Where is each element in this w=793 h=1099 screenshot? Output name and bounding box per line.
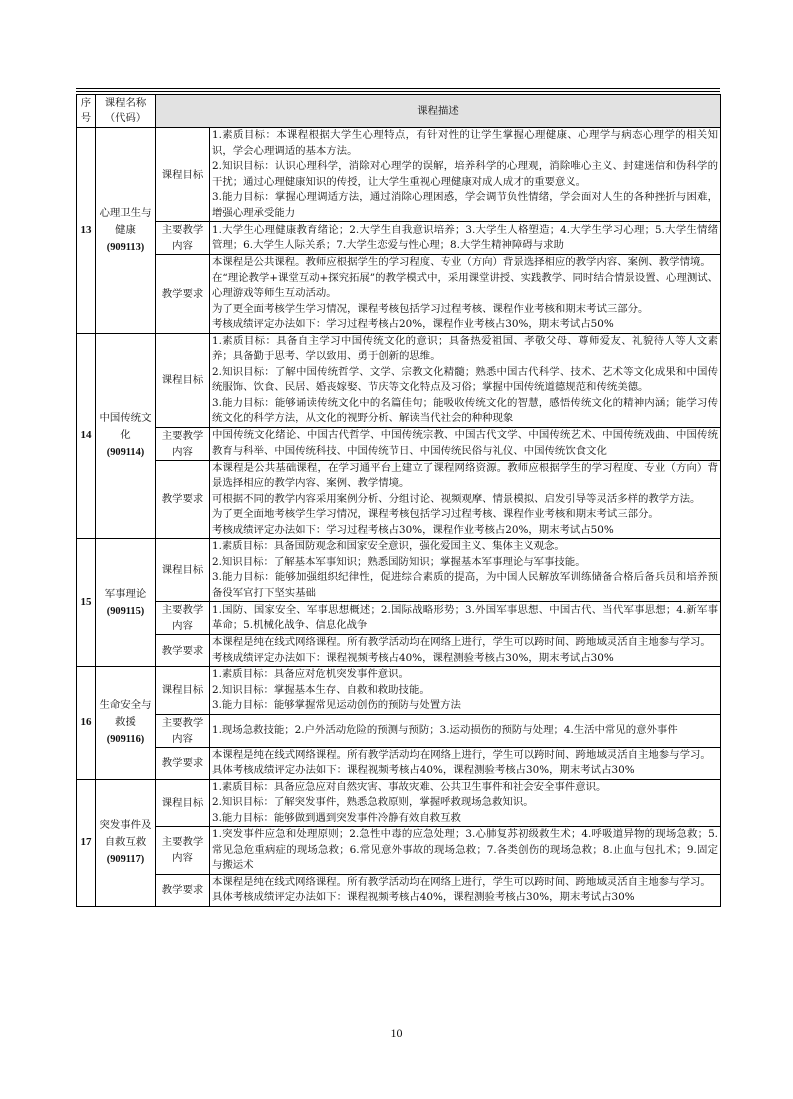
section-label-goals: 课程目标 bbox=[156, 333, 210, 427]
course-code: (909116) bbox=[106, 734, 145, 746]
course-code: (909113) bbox=[106, 241, 145, 253]
description-line: 可根据不同的教学内容采用案例分析、分组讨论、视频观摩、情景模拟、启发引导等灵活多样的教学方法。 bbox=[212, 492, 701, 505]
header-rule-thin bbox=[76, 91, 720, 92]
table-header-row bbox=[77, 95, 721, 128]
table-row bbox=[77, 460, 721, 539]
table-row bbox=[77, 602, 721, 635]
table-row bbox=[77, 427, 721, 460]
table-row bbox=[77, 255, 721, 334]
description-line: 为了更全面考核学生学习情况，课程考核包括学习过程考核、课程作业考核和期末考试三部分。 bbox=[212, 302, 649, 315]
section-text-goals bbox=[210, 128, 721, 222]
section-text-contents bbox=[210, 827, 721, 875]
table-row bbox=[77, 747, 721, 779]
description-line: 具体考核成绩评定办法如下：课程视频考核占40%，课程测验考核占30%，期末考试占30% bbox=[212, 891, 635, 903]
section-label-contents: 主要教学内容 bbox=[156, 602, 210, 635]
table-row bbox=[77, 128, 721, 222]
section-text-requirements bbox=[210, 747, 721, 779]
description-line: 3.能力目标：掌握心理调适方法，通过消除心理困惑，学会调节负性情绪，学会面对人生的各种挫折与困难，增强心理承受能力 bbox=[212, 191, 718, 219]
section-text-requirements bbox=[210, 874, 721, 906]
description-line: 1.现场急救技能；2.户外活动危险的预测与预防；3.运动损伤的预防与处理；4.生活中常见的意外事件 bbox=[212, 723, 678, 736]
header-seq: 序号 bbox=[77, 95, 96, 128]
description-line: 2.知识目标：了解中国传统哲学、文学、宗教文化精髓；熟悉中国古代科学、技术、艺术等文化成果和中国传统服饰、饮食、民居、婚丧嫁娶、节庆等文化特点及习俗；掌握中国传统道德规范和传统美德。 bbox=[212, 365, 718, 393]
course-number: 14 bbox=[77, 333, 96, 539]
course-name: 中国传统文化 bbox=[99, 412, 152, 442]
course-table bbox=[76, 94, 721, 907]
description-line: 1.突发事件应急和处理原则；2.急性中毒的应急处理；3.心肺复苏初级救生术；4.呼吸道异物的现场急救；5.常见急危重病症的现场急救；6.常见意外事故的现场急救；7.各类创伤的现场急救；8.止血与包扎术；9.固定与搬运术 bbox=[212, 828, 718, 871]
page-number: 10 bbox=[390, 1026, 403, 1040]
description-line: 2.知识目标：掌握基本生存、自救和救助技能。 bbox=[212, 683, 430, 696]
description-line: 本课程是纯在线式网络课程。所有教学活动均在网络上进行，学生可以跨时间、跨地域灵活自主地参与学习。 bbox=[212, 875, 711, 888]
section-label-contents: 主要教学内容 bbox=[156, 714, 210, 747]
section-text-contents bbox=[210, 602, 721, 635]
table-row bbox=[77, 333, 721, 427]
section-label-requirements: 教学要求 bbox=[156, 460, 210, 539]
course-table-body bbox=[77, 128, 721, 907]
section-label-requirements: 教学要求 bbox=[156, 255, 210, 334]
header-course-desc: 课程描述 bbox=[156, 95, 721, 128]
description-line: 3.能力目标：能够诵读传统文化中的名篇佳句；能吸收传统文化的智慧，感悟传统文化的精神内涵；能学习传统文化的科学方法，从文化的视野分析、解读当代社会的种种现象 bbox=[212, 396, 718, 424]
course-number: 13 bbox=[77, 128, 96, 334]
description-line: 1.素质目标：具备应对危机突发事件意识。 bbox=[212, 668, 409, 680]
section-label-contents: 主要教学内容 bbox=[156, 222, 210, 255]
course-code: (909114) bbox=[106, 447, 145, 459]
course-name-cell bbox=[96, 128, 156, 334]
description-line: 考核成绩评定办法如下：学习过程考核占20%，课程作业考核占30%，期末考试占50% bbox=[212, 318, 614, 330]
course-name: 军事理论 bbox=[104, 587, 147, 600]
description-line: 1.大学生心理健康教育绪论；2.大学生自我意识培养；3.大学生人格塑造；4.大学生学习心理；5.大学生情绪管理；6.大学生人际关系；7.大学生恋爱与性心理；8.大学生精神障碍与求助 bbox=[212, 223, 718, 251]
section-label-goals: 课程目标 bbox=[156, 539, 210, 602]
description-line: 3.能力目标：能够加强组织纪律性，促进综合素质的提高，为中国人民解放军训练储备合格后备兵员和培养预备役军官打下坚实基础 bbox=[212, 571, 718, 599]
table-row bbox=[77, 779, 721, 827]
table-row bbox=[77, 539, 721, 602]
description-line: 中国传统文化绪论、中国古代哲学、中国传统宗教、中国古代文学、中国传统艺术、中国传统戏曲、中国传统教育与科举、中国传统科技、中国传统节日、中国传统民俗与礼仪、中国传统饮食文化 bbox=[212, 429, 718, 457]
section-text-contents bbox=[210, 222, 721, 255]
course-code: (909117) bbox=[106, 854, 145, 865]
description-line: 3.能力目标：能够掌握常见运动创伤的预防与处置方法 bbox=[212, 699, 461, 711]
description-line: 本课程是纯在线式网络课程。所有教学活动均在网络上进行，学生可以跨时间、跨地域灵活自主地参与学习。 bbox=[212, 748, 711, 761]
course-number: 16 bbox=[77, 667, 96, 780]
description-line: 本课程是公共基础课程，在学习通平台上建立了课程网络资源。教师应根据学生的学习程度、专业（方向）背景选择相应的教学内容、案例、教学情境。 bbox=[212, 461, 718, 489]
section-text-goals bbox=[210, 779, 721, 827]
section-label-requirements: 教学要求 bbox=[156, 747, 210, 779]
course-number: 15 bbox=[77, 539, 96, 667]
section-text-goals bbox=[210, 667, 721, 715]
section-label-goals: 课程目标 bbox=[156, 779, 210, 827]
description-line: 本课程是公共课程。教师应根据学生的学习程度、专业（方向）背景选择相应的教学内容、案例、教学情境。 bbox=[212, 256, 711, 268]
section-label-contents: 主要教学内容 bbox=[156, 827, 210, 875]
section-label-goals: 课程目标 bbox=[156, 667, 210, 715]
course-name-cell bbox=[96, 539, 156, 667]
table-row bbox=[77, 635, 721, 667]
description-line: 2.知识目标：了解基本军事知识；熟悉国防知识；掌握基本军事理论与军事技能。 bbox=[212, 555, 586, 568]
course-name-cell bbox=[96, 779, 156, 906]
description-line: 本课程是纯在线式网络课程。所有教学活动均在网络上进行，学生可以跨时间、跨地域灵活自主地参与学习。 bbox=[212, 636, 711, 648]
course-number: 17 bbox=[77, 779, 96, 906]
section-text-requirements bbox=[210, 255, 721, 334]
section-text-requirements bbox=[210, 460, 721, 539]
section-label-goals: 课程目标 bbox=[156, 128, 210, 222]
course-name-cell bbox=[96, 333, 156, 539]
section-text-goals bbox=[210, 539, 721, 602]
section-label-contents: 主要教学内容 bbox=[156, 427, 210, 460]
table-row bbox=[77, 827, 721, 875]
description-line: 1.素质目标：具备国防观念和国家安全意识，强化爱国主义、集体主义观念。 bbox=[212, 540, 565, 552]
description-line: 在“理论教学+课堂互动+探究拓展”的教学模式中，采用课堂讲授、实践教学、同时结合情景设置、心理测试、心理游戏等师生互动活动。 bbox=[212, 271, 719, 299]
description-line: 为了更全面地考核学生学习情况，课程考核包括学习过程考核、课程作业考核和期末考试三部分。 bbox=[212, 508, 659, 520]
description-line: 考核成绩评定办法如下：学习过程考核占30%，课程作业考核占20%，期末考试占50% bbox=[212, 523, 614, 536]
description-line: 3.能力目标：能够做到遇到突发事件冷静有效自救互救 bbox=[212, 811, 461, 824]
description-line: 1.素质目标：本课程根据大学生心理特点，有针对性的让学生掌握心理健康、心理学与病态心理学的相关知识，学会心理调适的基本方法。 bbox=[212, 129, 718, 157]
description-line: 2.知识目标：了解突发事件，熟悉急救原则，掌握呼救现场急救知识。 bbox=[212, 796, 534, 808]
table-row bbox=[77, 714, 721, 747]
course-name-cell bbox=[96, 667, 156, 780]
table-row bbox=[77, 667, 721, 715]
section-text-contents bbox=[210, 427, 721, 460]
table-row bbox=[77, 222, 721, 255]
course-name: 心理卫生与健康 bbox=[99, 206, 152, 236]
description-line: 1.素质目标：具备自主学习中国传统文化的意识；具备热爱祖国、孝敬父母、尊师爱友、礼貌待人等人文素养；具备勤于思考、学以致用、勇于创新的思维。 bbox=[212, 334, 718, 362]
section-label-requirements: 教学要求 bbox=[156, 635, 210, 667]
section-text-requirements bbox=[210, 635, 721, 667]
course-name: 突发事件及自救互救 bbox=[99, 819, 152, 848]
course-name: 生命安全与救援 bbox=[99, 699, 152, 729]
description-line: 1.素质目标：具备应急应对自然灾害、事故灾难、公共卫生事件和社会安全事件意识。 bbox=[212, 780, 607, 793]
description-line: 2.知识目标：认识心理科学，消除对心理学的误解，培养科学的心理观，消除唯心主义、封建迷信和伪科学的干扰；通过心理健康知识的传授，让大学生重视心理健康对成人成才的重要意义。 bbox=[212, 160, 718, 188]
description-line: 1.国防、国家安全、军事思想概述；2.国际战略形势；3.外国军事思想、中国古代、当代军事思想；4.新军事革命；5.机械化战争、信息化战争 bbox=[212, 603, 718, 631]
description-line: 考核成绩评定办法如下：课程视频考核占40%，课程测验考核占30%，期末考试占30% bbox=[212, 651, 614, 664]
description-line: 具体考核成绩评定办法如下：课程视频考核占40%，课程测验考核占30%，期末考试占30% bbox=[212, 764, 635, 776]
course-code: (909115) bbox=[106, 605, 145, 617]
header-rule-thick bbox=[76, 88, 720, 89]
section-text-contents bbox=[210, 714, 721, 747]
section-label-requirements: 教学要求 bbox=[156, 874, 210, 906]
header-course-name: 课程名称（代码） bbox=[96, 95, 156, 128]
section-text-goals bbox=[210, 333, 721, 427]
table-row bbox=[77, 874, 721, 906]
